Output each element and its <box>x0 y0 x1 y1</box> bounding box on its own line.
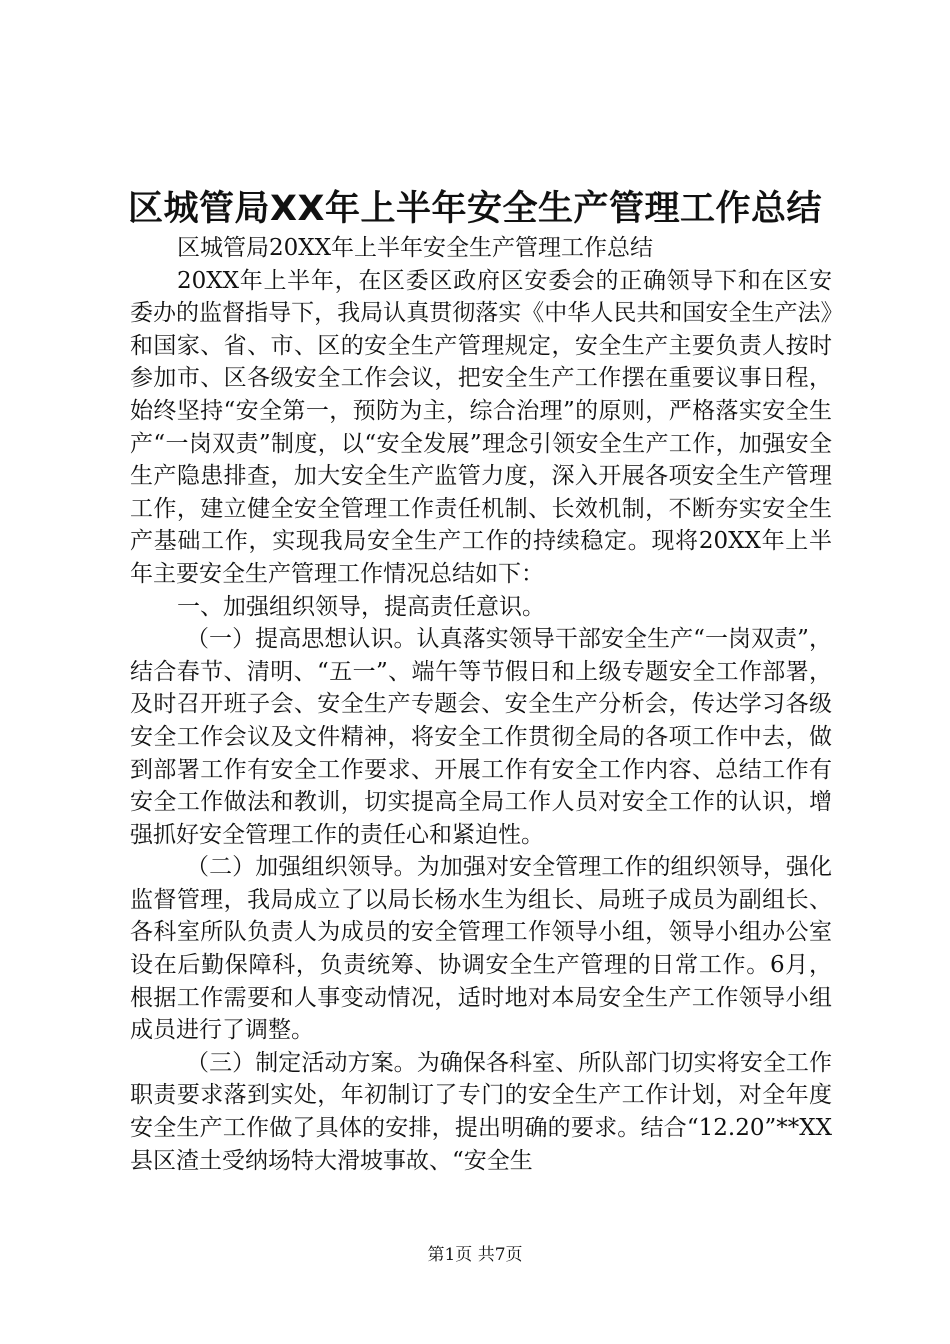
document-body <box>130 232 832 1177</box>
page-number-footer: 第1页 共7页 <box>427 1245 523 1265</box>
subsection-paragraph-3: （三）制定活动方案。为确保各科室、所队部门切实将安全工作职责要求落到实处，年初制订了专门的安全生产工作计划，对全年度安全生产工作做了具体的安排，提出明确的要求。结合“12.20”**XX县区渣土受纳场特大滑坡事故、“安全生 <box>130 1049 832 1174</box>
intro-paragraph: 20XX年上半年，在区委区政府区安委会的正确领导下和在区安委办的监督指导下，我局认真贯彻落实《中华人民共和国安全生产法》和国家、省、市、区的安全生产管理规定，安全生产主要负责人按时参加市、区各级安全工作会议，把安全生产工作摆在重要议事日程，始终坚持“安全第一，预防为主，综合治理”的原则，严格落实安全生产“一岗双责”制度，以“安全发展”理念引领安全生产工作，加强安全生产隐患排查，加大安全生产监管力度，深入开展各项安全生产管理工作，建立健全安全管理工作责任机制、长效机制，不断夯实安全生产基础工作，实现我局安全生产工作的持续稳定。现将20XX年上半年主要安全生产管理工作情况总结如下： <box>130 267 832 587</box>
document-title: 区城管局XX年上半年安全生产管理工作总结 <box>128 189 822 229</box>
subsection-paragraph-2: （二）加强组织领导。为加强对安全管理工作的组织领导，强化监督管理，我局成立了以局长杨水生为组长、局班子成员为副组长、各科室所队负责人为成员的安全管理工作领导小组，领导小组办公室设在后勤保障科，负责统筹、协调安全生产管理的日常工作。6月，根据工作需要和人事变动情况，适时地对本局安全生产工作领导小组成员进行了调整。 <box>130 854 832 1044</box>
subtitle-paragraph: 区城管局20XX年上半年安全生产管理工作总结 <box>177 235 654 261</box>
section-heading-1: 一、加强组织领导，提高责任意识。 <box>177 593 545 620</box>
subsection-paragraph-1: （一）提高思想认识。认真落实领导干部安全生产“一岗双责”，结合春节、清明、“五一”、端午等节假日和上级专题安全工作部署，及时召开班子会、安全生产专题会、安全生产分析会，传达学习各级安全工作会议及文件精神，将安全工作贯彻全局的各项工作中去，做到部署工作有安全工作要求、开展工作有安全工作内容、总结工作有安全工作做法和教训，切实提高全局工作人员对安全工作的认识，增强抓好安全管理工作的责任心和紧迫性。 <box>130 626 832 848</box>
